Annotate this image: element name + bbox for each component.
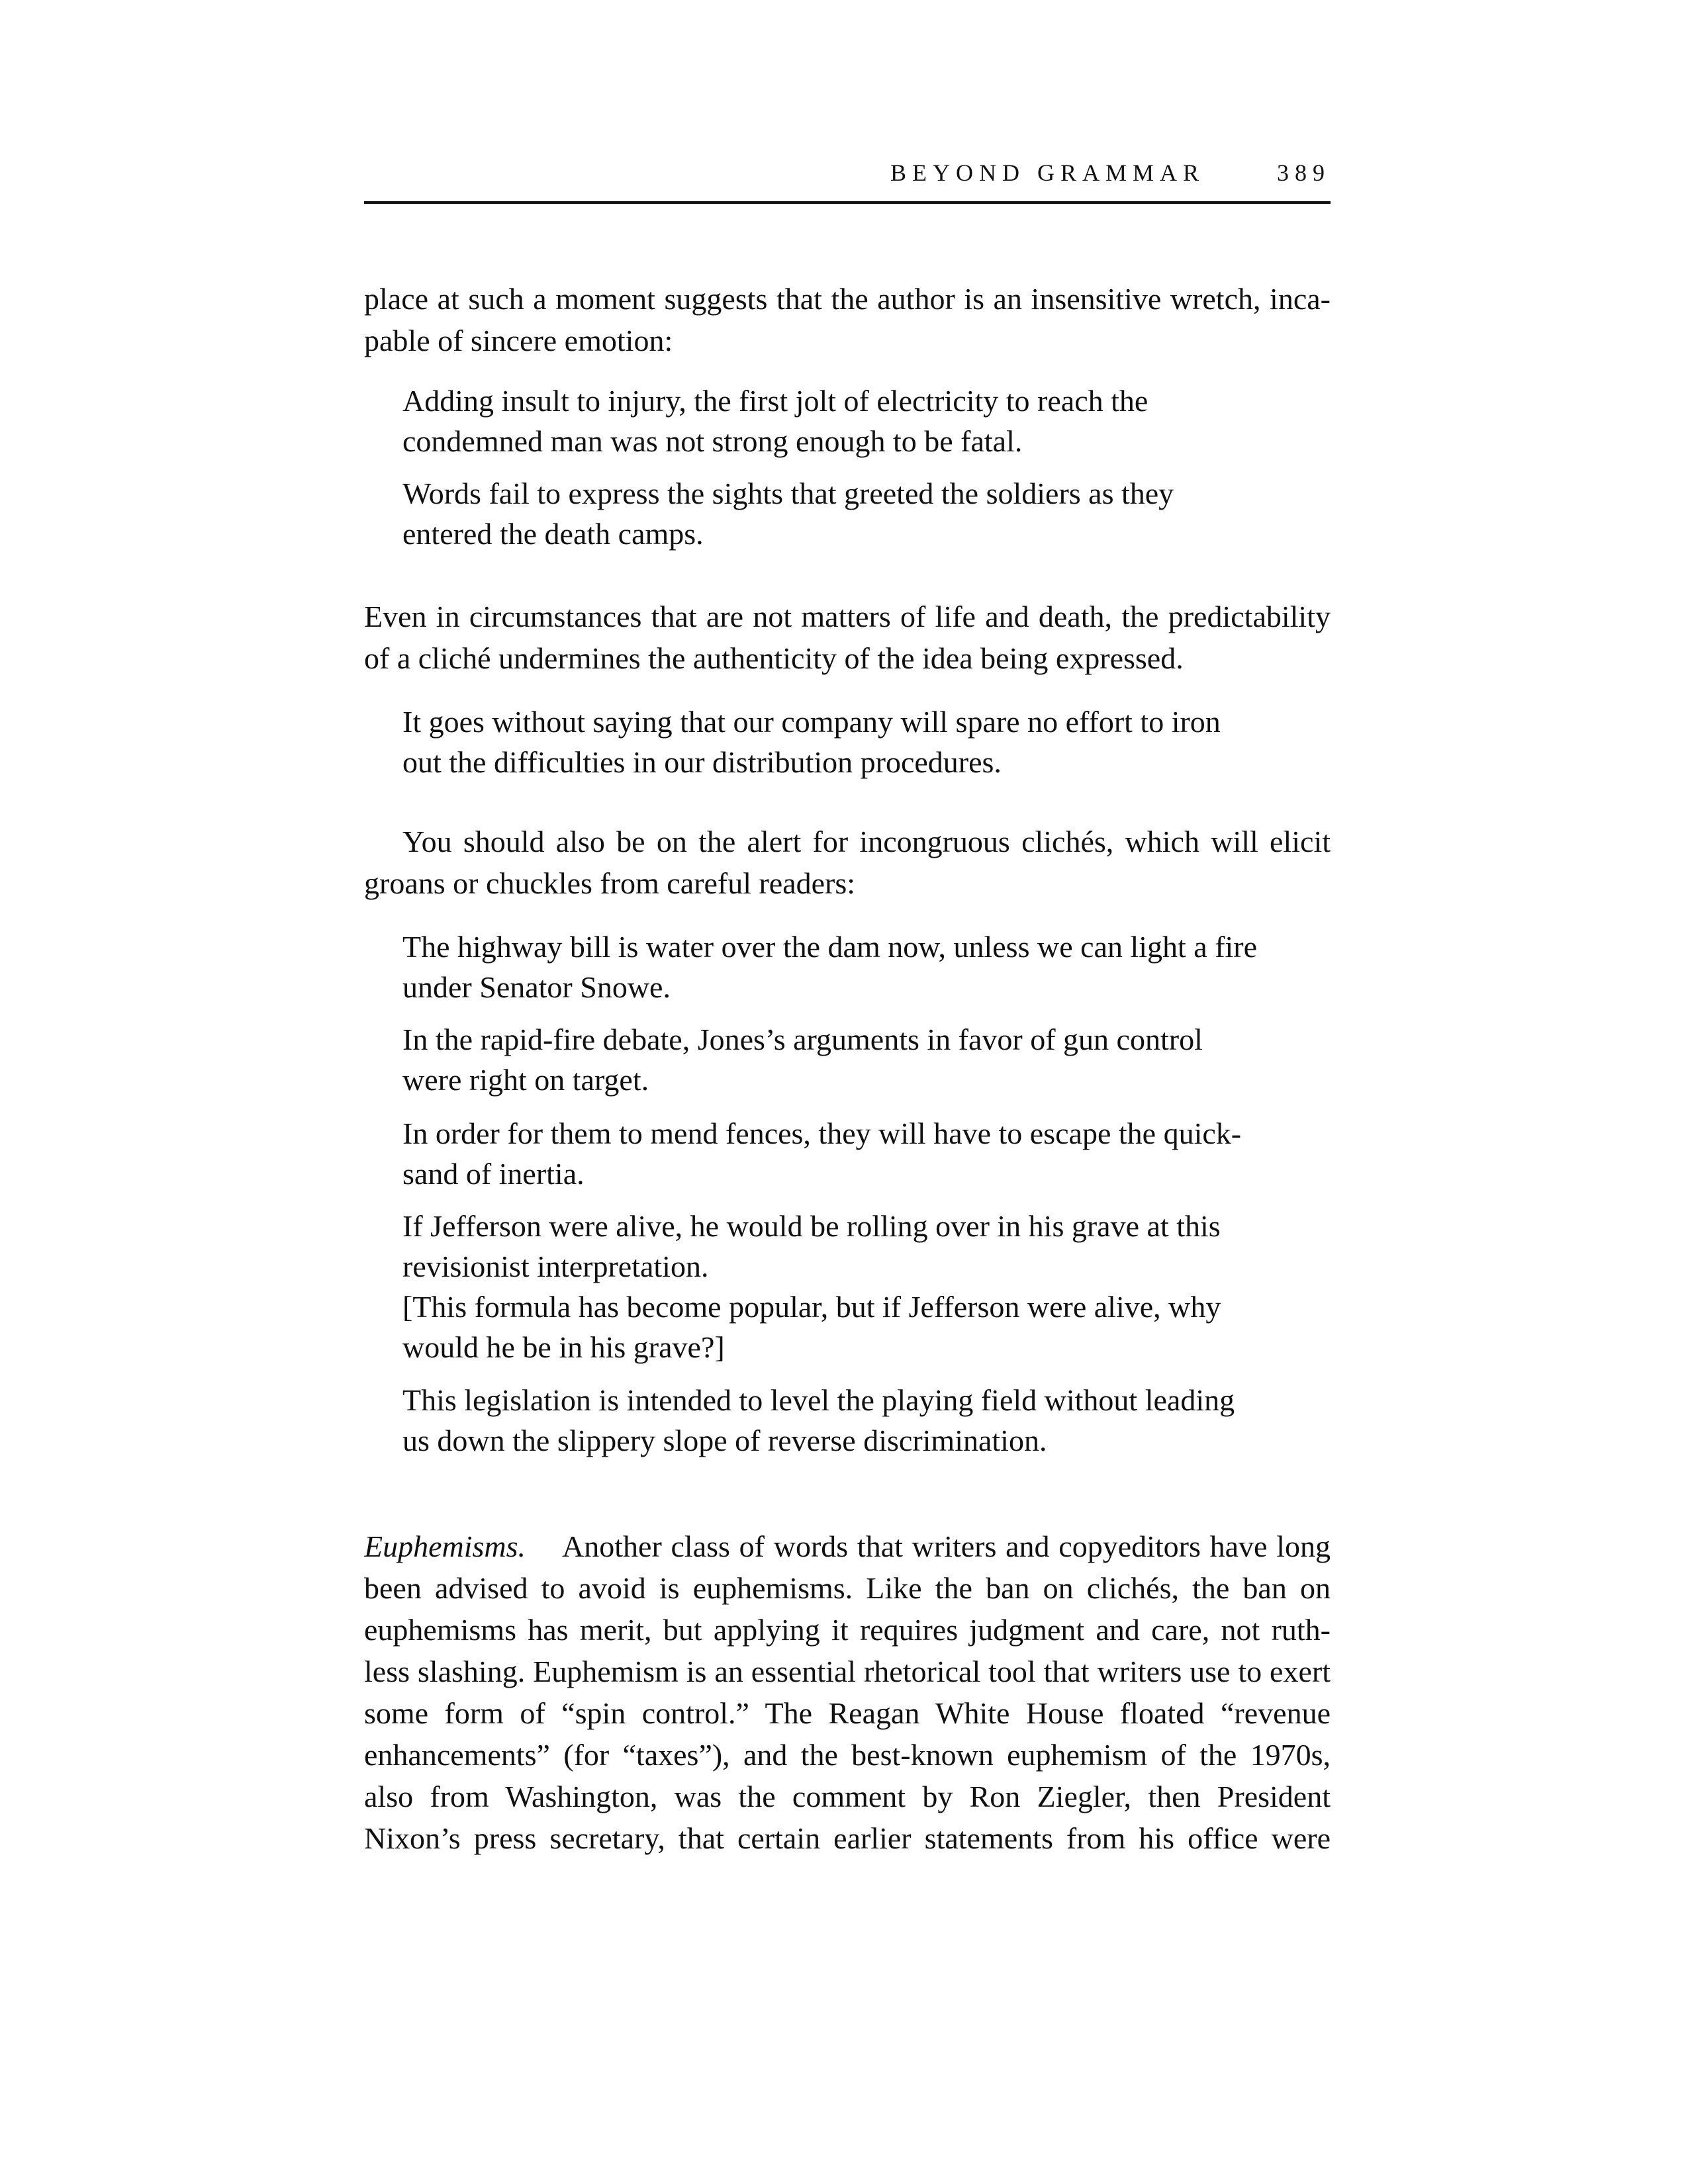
text-line: Even in circumstances that are not matters of life and death, the predictability bbox=[364, 600, 1331, 633]
editorial-note: would he be in his grave?] bbox=[402, 1330, 725, 1364]
text-line: also from Washington, was the comment by Ron Ziegler, then President bbox=[364, 1780, 1331, 1813]
text-line: sand of inertia. bbox=[402, 1157, 585, 1191]
paragraph bbox=[364, 821, 1331, 904]
text-line: It goes without saying that our company will spare no effort to iron bbox=[402, 705, 1221, 739]
text-line: Words fail to express the sights that greeted the soldiers as they bbox=[402, 477, 1174, 510]
text-line: If Jefferson were alive, he would be rolling over in his grave at this bbox=[402, 1209, 1221, 1243]
text-line: less slashing. Euphemism is an essential rhetorical tool that writers use to exert bbox=[364, 1655, 1331, 1688]
text-line bbox=[364, 1525, 1331, 1567]
example-quote bbox=[402, 1206, 1329, 1367]
text-line: You should also be on the alert for incongruous clichés, which will elicit bbox=[402, 825, 1331, 858]
text-line: groans or chuckles from careful readers: bbox=[364, 866, 856, 900]
editorial-note: [This formula has become popular, but if Jefferson were alive, why bbox=[402, 1290, 1221, 1324]
paragraph-continuation bbox=[364, 278, 1331, 361]
text-line: were right on target. bbox=[402, 1063, 649, 1097]
text-line: been advised to avoid is euphemisms. Like the ban on clichés, the ban on bbox=[364, 1571, 1331, 1605]
text-line: some form of “spin control.” The Reagan White House floated “revenue bbox=[364, 1696, 1331, 1730]
text-line: Adding insult to injury, the first jolt of electricity to reach the bbox=[402, 384, 1149, 418]
example-quote bbox=[402, 927, 1329, 1007]
text-line: place at such a moment suggests that the author is an insensitive wretch, inca- bbox=[364, 282, 1331, 316]
running-title: BEYOND GRAMMAR bbox=[890, 159, 1205, 186]
text-line: The highway bill is water over the dam now, unless we can light a fire bbox=[402, 930, 1258, 964]
text-line: euphemisms has merit, but applying it requires judgment and care, not ruth- bbox=[364, 1613, 1331, 1647]
page-number: 389 bbox=[1277, 159, 1331, 186]
text-line: of a cliché undermines the authenticity of the idea being expressed. bbox=[364, 641, 1184, 675]
text-line: us down the slippery slope of reverse discrimination. bbox=[402, 1424, 1047, 1457]
running-header bbox=[364, 159, 1331, 205]
text-line: This legislation is intended to level the playing field without leading bbox=[402, 1383, 1235, 1417]
example-quote bbox=[402, 473, 1329, 554]
example-quote bbox=[402, 381, 1329, 461]
text-line: pable of sincere emotion: bbox=[364, 324, 673, 357]
example-quote bbox=[402, 1019, 1329, 1100]
example-quote bbox=[402, 1380, 1329, 1461]
text-line: entered the death camps. bbox=[402, 517, 704, 551]
section-run-in-heading: Euphemisms. bbox=[364, 1529, 526, 1563]
text-line: condemned man was not strong enough to be fatal. bbox=[402, 424, 1023, 458]
text-line: revisionist interpretation. bbox=[402, 1250, 709, 1283]
text-line: under Senator Snowe. bbox=[402, 970, 671, 1004]
text-line: In the rapid-fire debate, Jones’s arguments in favor of gun control bbox=[402, 1023, 1203, 1056]
text-line: Nixon’s press secretary, that certain earlier statements from his office were bbox=[364, 1821, 1331, 1855]
text-line: In order for them to mend fences, they will have to escape the quick- bbox=[402, 1116, 1242, 1150]
paragraph bbox=[364, 596, 1331, 679]
text-line: out the difficulties in our distribution procedures. bbox=[402, 745, 1002, 779]
header-rule bbox=[364, 201, 1331, 204]
text-line: enhancements” (for “taxes”), and the best-known euphemism of the 1970s, bbox=[364, 1738, 1331, 1772]
example-quote bbox=[402, 702, 1329, 782]
example-quote bbox=[402, 1113, 1329, 1194]
paragraph-euphemisms bbox=[364, 1525, 1331, 1859]
text-run: Another class of words that writers and copyeditors have long bbox=[562, 1529, 1331, 1563]
